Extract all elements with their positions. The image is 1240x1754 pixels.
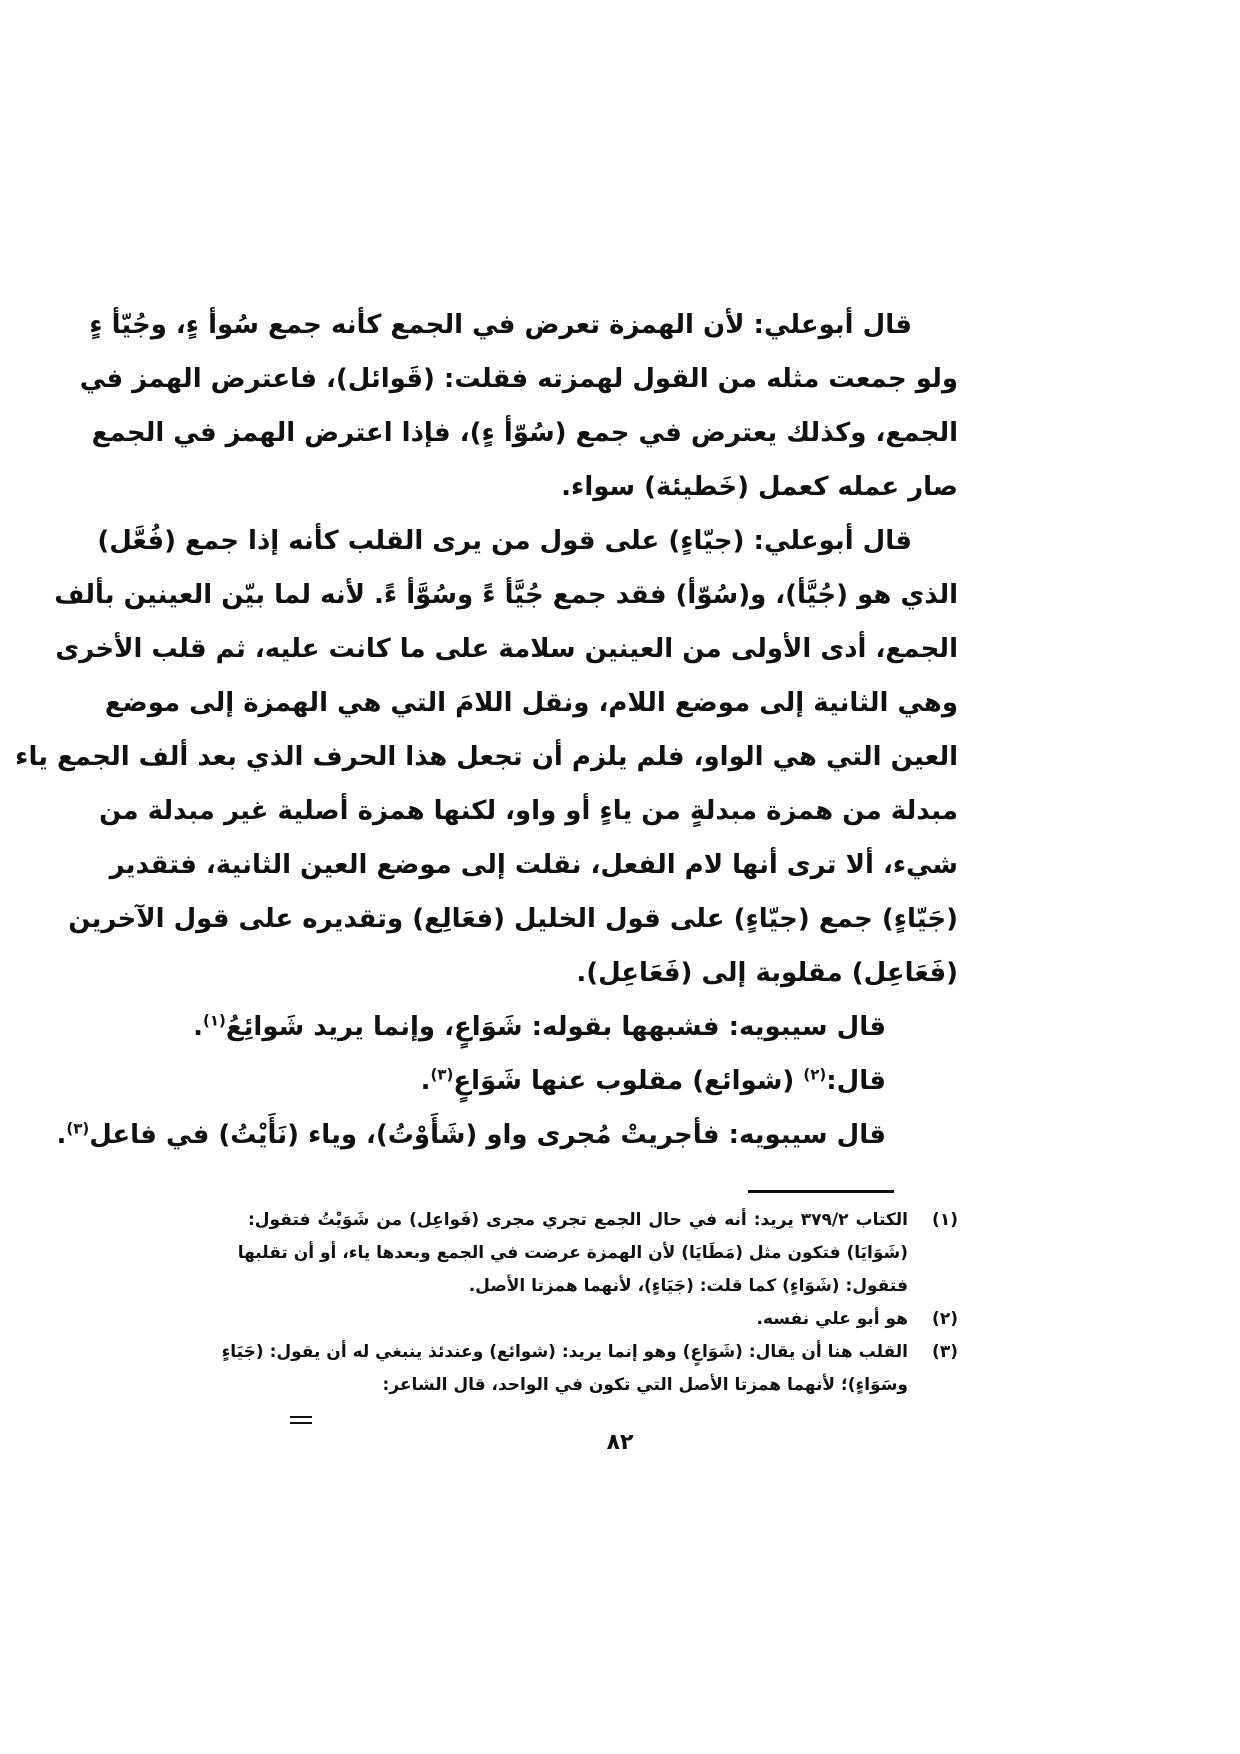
- footnote-ref: (٣): [430, 1065, 454, 1084]
- footnote-text: القلب هنا أن يقال: (شَوَاعٍ) وهو إنما يريد: (شوائع) وعندئذ ينبغي له أن يقول: (جَيَاءٍ: [221, 1342, 908, 1362]
- paragraph-2-line: (جَيّاءٍ) جمع (جيّاءٍ) على قول الخليل (فعَالِع) وتقديره على قول الآخرين: [68, 904, 958, 934]
- paragraph-2-line: قال أبوعلي: (جيّاءٍ) على قول من يرى القلب كأنه إذا جمع (فُعَّل): [97, 526, 912, 556]
- paragraph-1-line: ولو جمعت مثله من القول لهمزته فقلت: (قَوائل)، فاعترض الهمز في: [79, 364, 958, 394]
- footnote-line: [221, 1336, 958, 1369]
- quote-text: قال سيبويه: فأجريتْ مُجرى واو (شَأَوْتُ)، وياء (نَأَيْتُ) في فاعل: [89, 1120, 886, 1150]
- footnote-text: الكتاب ٣٧٩/٢ يريد: أنه في حال الجمع تجري مجرى (فَواعِل) من شَوَيْتُ فتقول:: [248, 1210, 909, 1230]
- paragraph-2-line: الجمع، أدى الأولى من العينين سلامة على ما كانت عليه، ثم قلب الأخرى: [55, 634, 958, 664]
- page-number: ٨٢: [606, 1430, 634, 1455]
- paragraph-1-line: الجمع، وكذلك يعترض في جمع (سُوّأ ءٍ)، فإذا اعترض الهمز في الجمع: [91, 418, 958, 448]
- quote-end: .: [420, 1066, 431, 1096]
- paragraph-2-line: العين التي هي الواو، فلم يلزم أن تجعل هذا الحرف الذي بعد ألف الجمع ياء: [15, 742, 958, 772]
- quote-lead: قال:: [826, 1066, 886, 1096]
- footnote-line: [248, 1303, 958, 1336]
- paragraph-2-line: وهي الثانية إلى موضع اللام، ونقل اللامَ التي هي الهمزة إلى موضع: [104, 688, 958, 718]
- quote-text: قال سيبويه: فشبهها بقوله: شَوَاعٍ، وإنما يريد شَوائِعُ: [225, 1012, 886, 1042]
- footnote-line: (شَوَايَا) فتكون مثل (مَطَايَا) لأن الهمزة عرضت في الجمع وبعدها ياء، أو أن تقلبها: [237, 1243, 908, 1263]
- footnote-ref: (٣): [66, 1119, 90, 1138]
- main-text: [15, 298, 958, 1162]
- sibawayh-quote-1: [193, 1000, 958, 1054]
- footnote-text: هو أبو علي نفسه.: [756, 1309, 908, 1329]
- paragraph-1-line: قال أبوعلي: لأن الهمزة تعرض في الجمع كأنه جمع سُوأ ءٍ، وجُيّأ ءٍ: [89, 310, 912, 340]
- quote-text: (شوائع) مقلوب عنها شَوَاعٍ: [453, 1066, 804, 1096]
- paragraph-2-line: مبدلة من همزة مبدلةٍ من ياءٍ أو واو، لكنها همزة أصلية غير مبدلة من: [99, 796, 958, 826]
- paragraph-1-line: صار عمله كعمل (خَطيئة) سواء.: [561, 472, 958, 502]
- footnotes: [221, 1204, 958, 1402]
- sibawayh-quote-2: [56, 1108, 958, 1162]
- paragraph-2-line: شيء، ألا ترى أنها لام الفعل، نقلت إلى موضع العين الثانية، فتقدير: [109, 850, 958, 880]
- paragraph-2-line: (فَعَاعِل) مقلوبة إلى (فَعَاعِل).: [576, 958, 958, 988]
- paragraph-2-line: الذي هو (جُيَّأ)، و(سُوّأ) فقد جمع جُيَّأ ءً وسُوَّأ ءً. لأنه لما بيّن العينين بألف: [54, 580, 958, 610]
- abu-ali-quote: [248, 1054, 958, 1108]
- footnote-number: (٢): [932, 1309, 958, 1329]
- footnote-line: فتقول: (شَوَاءٍ) كما قلت: (جَيَاءٍ)، لأنهما همزتا الأصل.: [468, 1276, 908, 1296]
- footnote-number: (٣): [932, 1342, 958, 1362]
- quote-end: .: [193, 1012, 204, 1042]
- footnote-ref: (١): [203, 1011, 226, 1030]
- footnote-separator: [748, 1190, 894, 1193]
- footnote-line: [248, 1204, 958, 1237]
- footnote-ref: (٢): [803, 1065, 827, 1084]
- footnote-number: (١): [932, 1210, 958, 1230]
- quote-end: .: [56, 1120, 67, 1150]
- footnote-line: وسَوَاءٍ)؛ لأنهما همزتا الأصل التي تكون في الواحد، قال الشاعر:: [382, 1375, 908, 1395]
- continuation-mark: [290, 1416, 312, 1428]
